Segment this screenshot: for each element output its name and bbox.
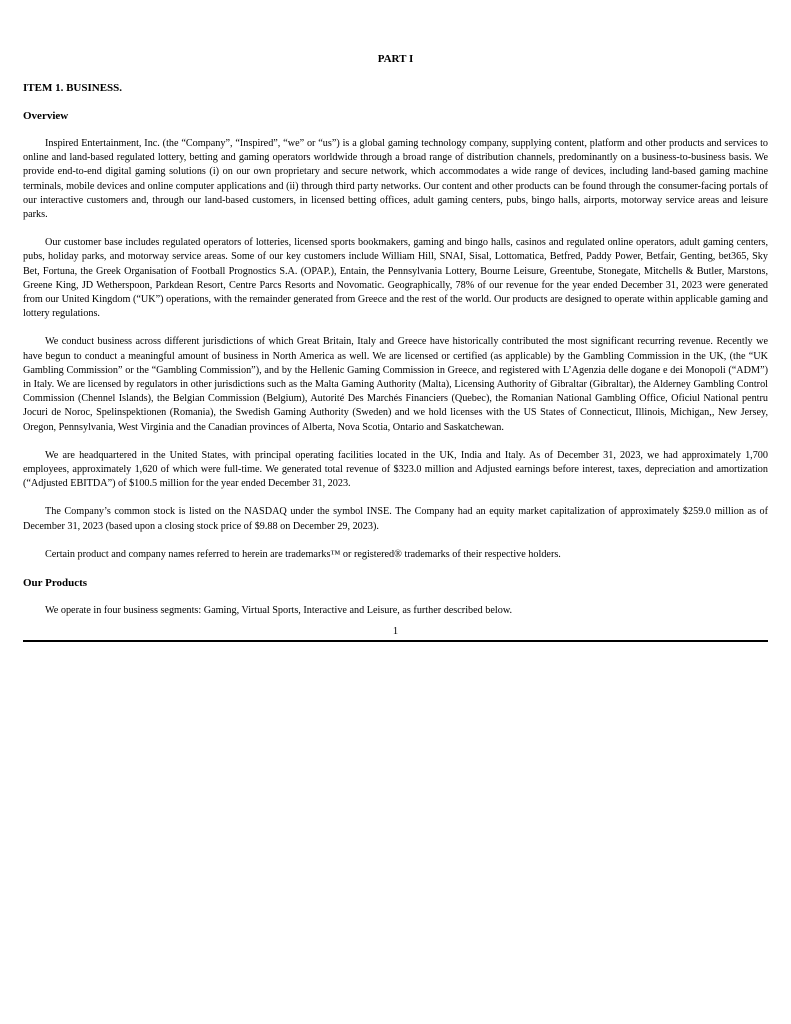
part-heading: PART I [377, 53, 414, 65]
overview-heading: Overview [23, 110, 69, 122]
page-divider [23, 640, 768, 642]
overview-paragraph-jurisdictions: We conduct business across different jurisdictions of which Great Britain, Italy and Greece have historically contributed the most significant recurring revenue. Recently we have begun to conduct a meaningful amount of business in North America as well. We are licensed or certified (as applicable) by the Gambling Commission in the UK, (the “UK Gambling Commission” or the “Gambling Commission”), and by the Hellenic Gaming Commission in Greece, and registered with L’Agenzia delle dogane e dei Monopoli (“ADM”) in Italy. We are licensed by regulators in other jurisdictions such as the Malta Gaming Authority (Malta), Licensing Authority of Gibraltar (Gibraltar), the Alderney Gambling Control Commission (Chennel Islands), the Belgian Commission (Belgium), Autorité Des Marchés Financiers (Quebec), the Romanian National Gambling Office, Oficiul National pentru Jocuri de Noroc, Spelinspektionen (Romania), the Swedish Gaming Authority (Sweden) and we hold licenses with the US States of Connecticut, Illinois, Michigan,, New Jersey, Oregon, Pennsylvania, West Virginia and the Canadian provinces of Alberta, Nova Scotia, Ontario and Saskatchewan. [23, 336, 768, 433]
products-paragraph: We operate in four business segments: Gaming, Virtual Sports, Interactive and Leisure, as further described below. [45, 605, 513, 617]
overview-paragraph-headquarters: We are headquartered in the United States, with principal operating facilities located in the UK, India and Italy. As of December 31, 2023, we had approximately 1,700 employees, approximately 1,620 of which were full-time. We generated total revenue of $323.0 million and Adjusted earnings before interest, taxes, depreciation and amortization (“Adjusted EBITDA”) of $100.5 million for the year ended December 31, 2023. [23, 449, 768, 490]
page-number: 1 [392, 626, 399, 638]
overview-paragraph-company: Inspired Entertainment, Inc. (the “Company”, “Inspired”, “we” or “us”) is a global gaming technology company, supplying content, platform and other products and services to online and land-based regulated lottery, betting and gaming operators worldwide through a broad range of distribution channels, predominantly on a business-to-business basis. We provide end-to-end digital gaming solutions (i) on our own proprietary and secure network, which accommodates a wide range of devices, including land-based gaming machine terminals, mobile devices and online computer applications and (ii) through third party networks. Our content and other products can be found through the consumer-facing portals of our interactive customers and, through our land-based customers, in licensed betting offices, adult gaming centers, pubs, bingo halls, airports, motorway service areas and leisure parks. [23, 138, 768, 221]
overview-paragraph-stock: The Company’s common stock is listed on the NASDAQ under the symbol INSE. The Company had an equity market capitalization of approximately $259.0 million as of December 31, 2023 (based upon a closing stock price of $9.88 on December 29, 2023). [23, 506, 768, 532]
products-heading: Our Products [23, 577, 88, 590]
document-page [23, 52, 768, 642]
item-heading: ITEM 1. BUSINESS. [23, 82, 123, 94]
overview-paragraph-trademarks: Certain product and company names referred to herein are trademarks™ or registered® trademarks of their respective holders. [45, 548, 561, 560]
overview-paragraph-customers: Our customer base includes regulated operators of lotteries, licensed sports bookmakers, gaming and bingo halls, casinos and regulated online operators, adult gaming centers, pubs, holiday parks, and motorway service areas. Some of our key customers include William Hill, SNAI, Sisal, Lottomatica, Betfred, Paddy Power, Betfair, Genting, bet365, Sky Bet, Fortuna, the Greek Organisation of Football Prognostics S.A. (OPAP.), Entain, the Pennsylvania Lottery, Bourne Leisure, Greentube, Stonegate, Mitchells & Butler, Marstons, Greene King, JD Wetherspoon, Parkdean Resort, Centre Parcs Resorts and Novomatic. Geographically, 78% of our revenue for the year ended December 31, 2023 were generated from our United Kingdom (“UK”) operations, with the remainder generated from Greece and the rest of the world. Our products are designed to operate within applicable gaming and lottery regulations. [23, 237, 768, 320]
